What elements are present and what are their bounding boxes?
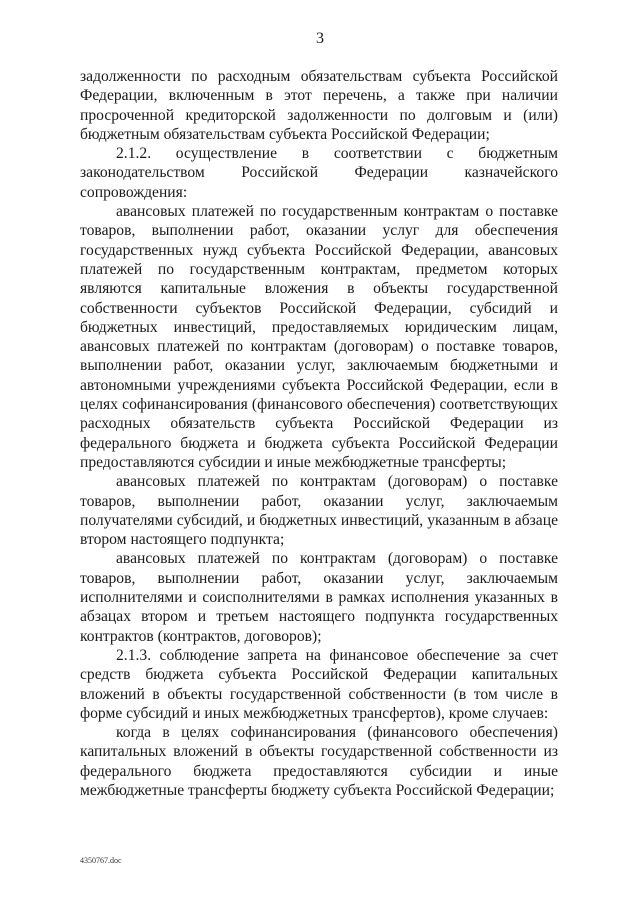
paragraph-1: задолженности по расходным обязательствам субъекта Российской Федерации, включенным в этот перечень, а также при наличии просроченной кредиторской задолженности по долговым и (или) бюджетным обязательствам субъекта Российской Федерации; xyxy=(80,68,558,143)
paragraph-2: 2.1.2. осуществление в соответствии с бюджетным законодательством Российской Федерации казначейского сопровождения: xyxy=(80,145,558,201)
page-number: 3 xyxy=(316,30,324,47)
paragraph-4: авансовых платежей по контрактам (договорам) о поставке товаров, выполнении работ, оказании услуг, заключаемым получателями субсидий, и бюджетных инвестиций, указанным в абзаце втором настоящего подпункта; xyxy=(80,473,558,549)
document-body xyxy=(80,67,558,800)
paragraph-3: авансовых платежей по государственным контрактам о поставке товаров, выполнении работ, оказании услуг для обеспечения государственных нужд субъекта Российской Федерации, авансовых платежей по государственным контрактам, предметом которых являются капитальные вложения в объекты государственной собственности субъектов Российской Федерации, субсидий и бюджетных инвестиций, предоставляемых юридическим лицам, авансовых платежей по контрактам (договорам) о поставке товаров, выполнении работ, оказании услуг, заключаемым бюджетными и автономными учреждениями субъекта Российской Федерации, если в целях софинансирования (финансового обеспечения) соответствующих расходных обязательств субъекта Российской Федерации из федерального бюджета и бюджета субъекта Российской Федерации предоставляются субсидии и иные межбюджетные трансферты; xyxy=(80,203,558,471)
paragraph-6: 2.1.3. соблюдение запрета на финансовое обеспечение за счет средств бюджета субъекта Российской Федерации капитальных вложений в объекты государственной собственности (в том числе в форме субсидий и иных межбюджетных трансфертов), кроме случаев: xyxy=(80,646,558,722)
paragraph-5: авансовых платежей по контрактам (договорам) о поставке товаров, выполнении работ, оказании услуг, заключаемым исполнителями и соисполнителями в рамках исполнения указанных в абзацах втором и третьем настоящего подпункта государственных контрактов (контрактов, договоров); xyxy=(80,550,558,645)
footer-filename: 4350767.doc xyxy=(80,856,122,865)
paragraph-7: когда в целях софинансирования (финансового обеспечения) капитальных вложений в объекты государственной собственности из федерального бюджета предоставляются субсидии и иные межбюджетные трансферты бюджету субъекта Российской Федерации; xyxy=(80,724,558,799)
